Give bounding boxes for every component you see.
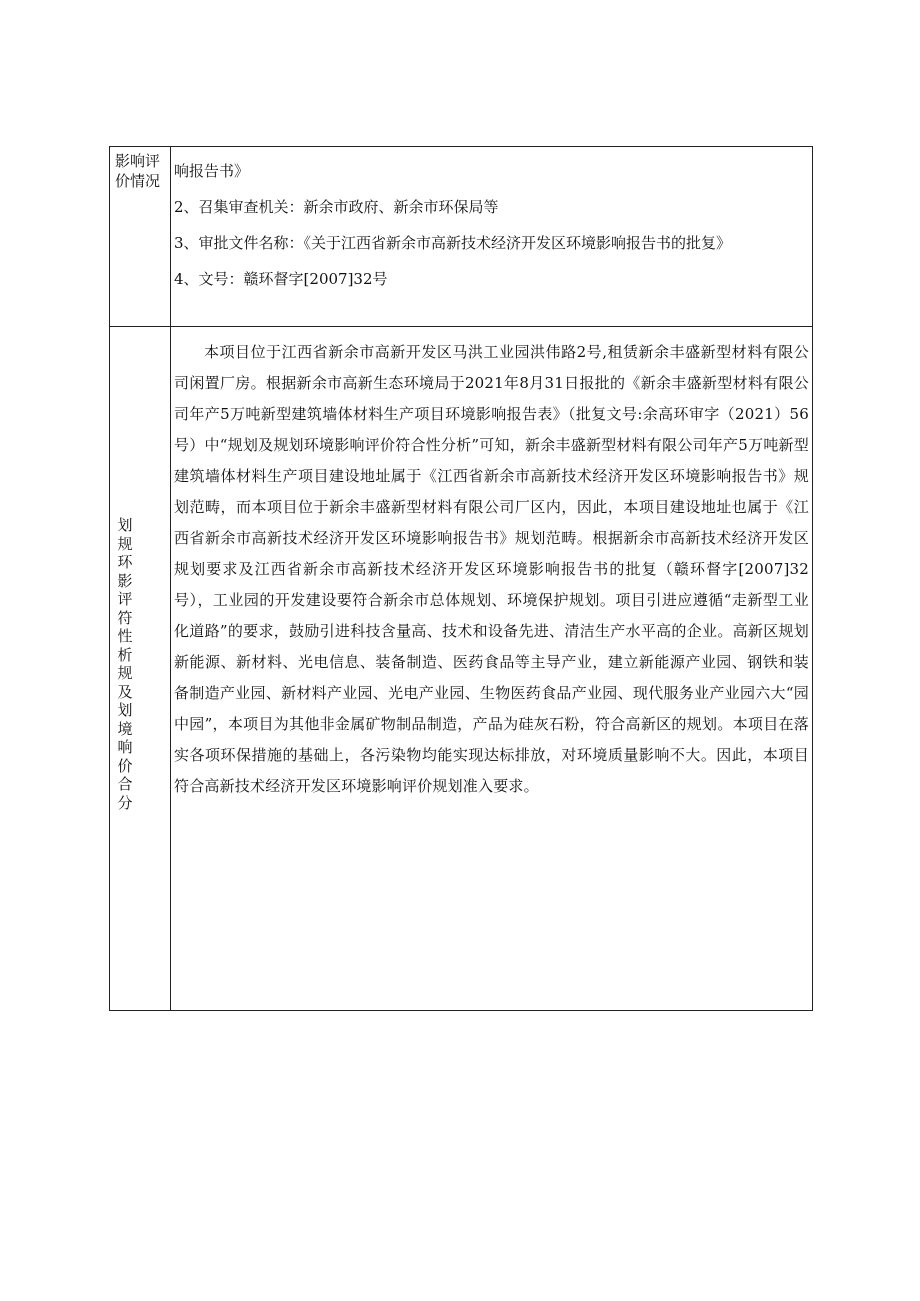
row-content-cell — [171, 327, 813, 1011]
row-label-cell — [110, 327, 171, 1011]
approval-line: 4、文号：赣环督字[2007]32号 — [174, 270, 388, 288]
label-char: 响 — [117, 738, 133, 756]
row-content-cell — [171, 147, 813, 327]
label-char: 合 — [117, 775, 133, 793]
label-char: 规 — [117, 664, 133, 682]
row-label-cell — [110, 147, 171, 327]
label-char: 划 — [117, 701, 133, 719]
label-char: 析 — [117, 645, 133, 664]
label-char: 环 — [117, 553, 133, 571]
approval-line: 3、审批文件名称：《关于江西省新余市高新技术经济开发区环境影响报告书的批复》 — [174, 234, 732, 252]
label-char: 境 — [117, 719, 133, 738]
label-char: 价 — [117, 756, 133, 775]
table-row — [110, 147, 813, 327]
label-char: 及 — [117, 682, 133, 701]
planning-conformity-paragraph: 本项目位于江西省新余市高新开发区马洪工业园洪伟路2号,租赁新余丰盛新型材料有限公司闲置厂房。根据新余市高新生态环境局于2021年8月31日报批的《新余丰盛新型材料有限公司年产5万吨新型建筑墙体材料生产项目环境影响报告表》（批复文号:余高环审字（2021）56号）中“规划及规划环境影响评价符合性分析”可知，新余丰盛新型材料有限公司年产5万吨新型建筑墙体材料生产项目建设地址属于《江西省新余市高新技术经济开发区环境影响报告书》规划范畴，而本项目位于新余丰盛新型材料有限公司厂区内，因此，本项目建设地址也属于《江西省新余市高新技术经济开发区环境影响报告书》规划范畴。根据新余市高新技术经济开发区规划要求及江西省新余市高新技术经济开发区环境影响报告书的批复（赣环督字[2007]32号），工业园的开发建设要符合新余市总体规划、环境保护规划。项目引进应遵循“走新型工业化道路”的要求，鼓励引进科技含量高、技术和设备先进、清洁生产水平高的企业。高新区规划新能源、新材料、光电信息、装备制造、医药食品等主导产业，建立新能源产业园、钢铁和装备制造产业园、新材料产业园、光电产业园、生物医药食品产业园、现代服务业产业园六大“园中园”，本项目为其他非金属矿物制品制造，产品为硅灰石粉，符合高新区的规划。本项目在落实各项环保措施的基础上，各污染物均能实现达标排放，对环境质量影响不大。因此，本项目符合高新技术经济开发区环境影响评价规划准入要求。 — [174, 343, 809, 795]
approval-line: 响报告书》 — [174, 162, 250, 180]
label-char: 符 — [117, 608, 133, 627]
row-label-impact-assessment: 影响评价情况 — [115, 152, 161, 190]
label-char: 评 — [117, 590, 133, 608]
label-char: 分 — [117, 793, 133, 812]
approval-info-lines — [171, 147, 812, 297]
vertical-row-label — [116, 516, 134, 812]
label-char: 划 — [117, 516, 133, 534]
label-char: 性 — [117, 627, 133, 645]
table-row — [110, 327, 813, 1011]
label-char: 影 — [117, 571, 133, 590]
assessment-table — [109, 146, 813, 1011]
approval-line: 2、召集审查机关：新余市政府、新余市环保局等 — [174, 198, 499, 216]
label-char: 规 — [117, 534, 133, 553]
